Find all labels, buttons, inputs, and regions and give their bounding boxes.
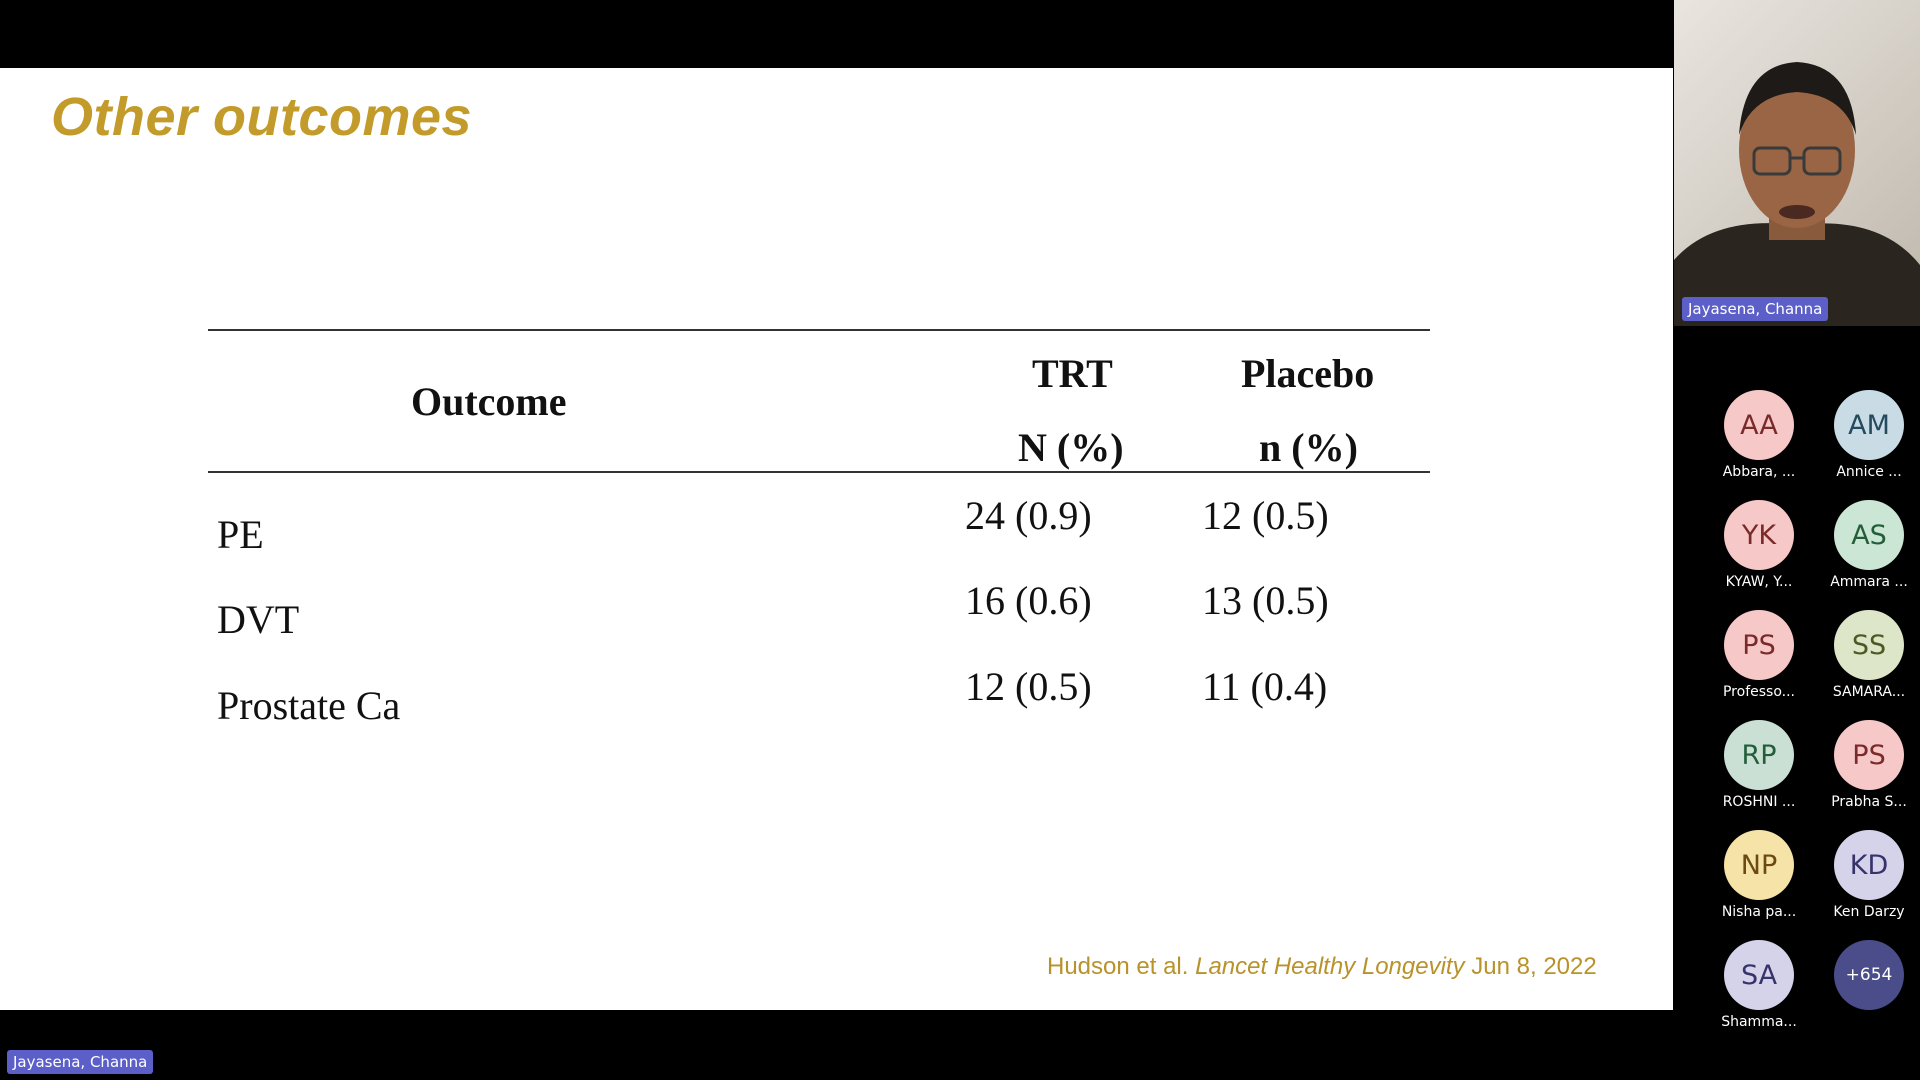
table-row-placebo: 11 (0.4): [1202, 664, 1328, 709]
avatar: SS: [1834, 610, 1904, 680]
participant-name: Ammara ...: [1830, 574, 1908, 590]
table-row-outcome: PE: [217, 512, 264, 557]
active-speaker-name-tag: Jayasena, Channa: [7, 1050, 153, 1074]
avatar: AA: [1724, 390, 1794, 460]
table-row-placebo: 13 (0.5): [1202, 578, 1329, 623]
table-row-trt: 24 (0.9): [965, 493, 1092, 538]
header-trt: TRT: [1032, 351, 1113, 396]
table-row-outcome: DVT: [217, 597, 300, 642]
participant-name: Prabha S...: [1831, 794, 1907, 810]
presenter-silhouette: [1674, 0, 1920, 326]
participant-tile[interactable]: [1704, 610, 1814, 700]
header-placebo-unit: n (%): [1259, 425, 1358, 470]
table-row-outcome: Prostate Ca: [217, 683, 401, 728]
table-row-trt: 12 (0.5): [965, 664, 1092, 709]
table-row-placebo: 12 (0.5): [1202, 493, 1329, 538]
participant-tile[interactable]: [1704, 500, 1814, 590]
participant-tile[interactable]: [1814, 390, 1920, 480]
participant-tile[interactable]: [1814, 610, 1920, 700]
header-outcome: Outcome: [411, 379, 567, 424]
participant-tile[interactable]: [1704, 720, 1814, 810]
avatar: NP: [1724, 830, 1794, 900]
avatar: YK: [1724, 500, 1794, 570]
header-trt-unit: N (%): [1018, 425, 1124, 470]
presenter-video[interactable]: [1674, 0, 1920, 326]
participant-name: Nisha pa...: [1721, 904, 1797, 920]
table-header-rule: [208, 471, 1430, 473]
participant-tile[interactable]: [1814, 830, 1920, 920]
header-placebo: Placebo: [1241, 351, 1375, 396]
participant-name: Shamma...: [1721, 1014, 1797, 1030]
participant-tile[interactable]: [1814, 500, 1920, 590]
participant-name: ROSHNI ...: [1722, 794, 1796, 810]
more-participants-button[interactable]: [1814, 940, 1920, 1010]
presenter-name-tag: Jayasena, Channa: [1682, 297, 1828, 321]
citation-date: Jun 8, 2022: [1471, 953, 1597, 980]
overflow-count: +654: [1834, 940, 1904, 1010]
slide: [0, 68, 1673, 1010]
participant-name: KYAW, Y...: [1725, 574, 1793, 590]
participant-tile[interactable]: [1704, 940, 1814, 1030]
participant-tile[interactable]: [1704, 390, 1814, 480]
participant-list: [1674, 326, 1920, 1080]
citation-authors: Hudson et al.: [1047, 953, 1189, 980]
avatar: RP: [1724, 720, 1794, 790]
table-row-trt: 16 (0.6): [965, 578, 1092, 623]
table-top-rule: [208, 329, 1430, 331]
citation: [1047, 953, 1597, 981]
avatar: KD: [1834, 830, 1904, 900]
avatar: AS: [1834, 500, 1904, 570]
avatar: PS: [1834, 720, 1904, 790]
participant-tile[interactable]: [1704, 830, 1814, 920]
participant-name: Ken Darzy: [1833, 904, 1905, 920]
participant-tile[interactable]: [1814, 720, 1920, 810]
participant-name: Professo...: [1722, 684, 1795, 700]
participant-name: Abbara, ...: [1722, 464, 1796, 480]
avatar: AM: [1834, 390, 1904, 460]
participant-name: Annice ...: [1836, 464, 1902, 480]
avatar: PS: [1724, 610, 1794, 680]
slide-title: Other outcomes: [51, 87, 473, 147]
citation-journal: Lancet Healthy Longevity: [1195, 953, 1465, 980]
participant-name: SAMARA...: [1832, 684, 1906, 700]
avatar: SA: [1724, 940, 1794, 1010]
